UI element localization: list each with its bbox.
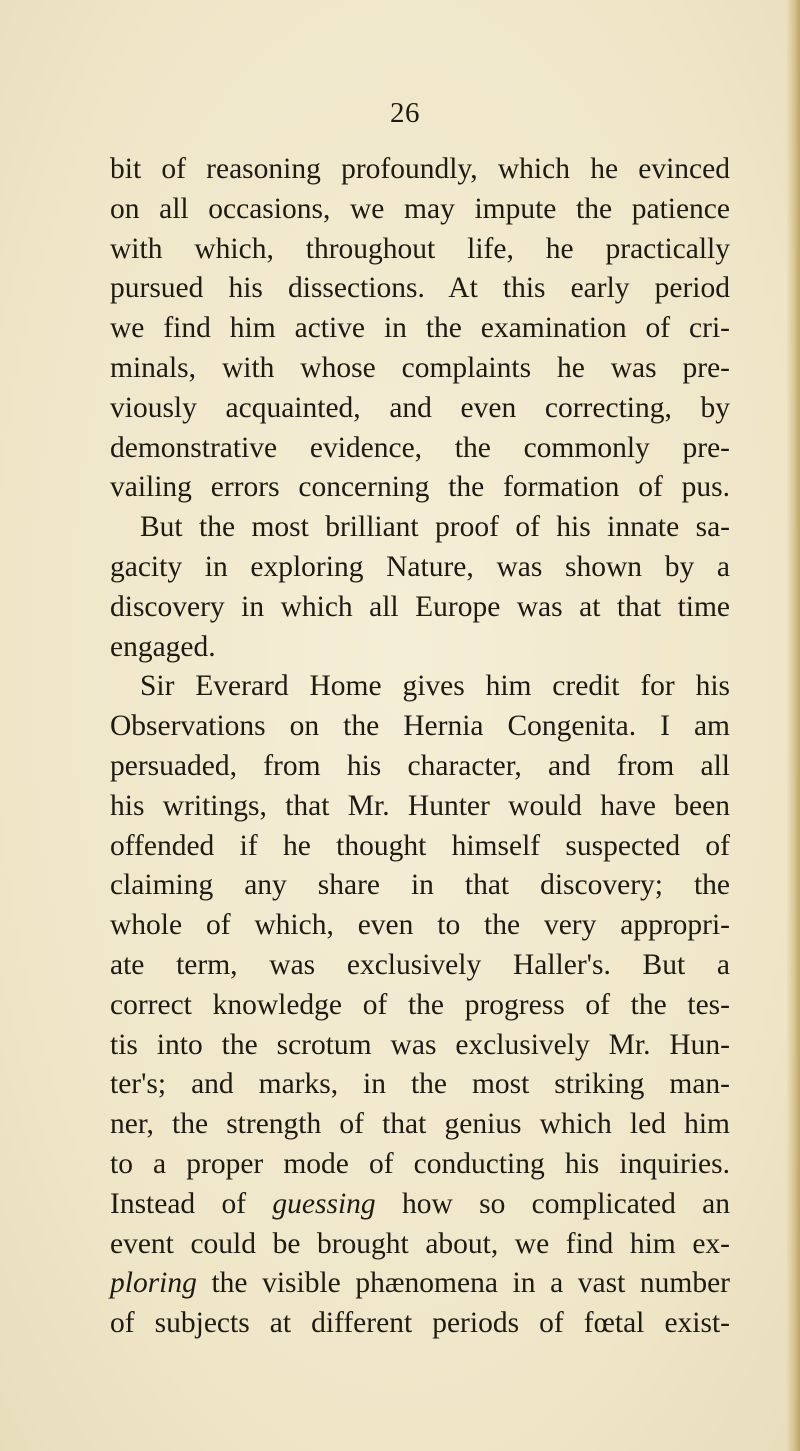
text-line: ter's; and marks, in the most striking man- bbox=[110, 1068, 730, 1101]
text-line: vailing errors concerning the formation of pus. bbox=[110, 471, 730, 504]
text-line: his writings, that Mr. Hunter would have been bbox=[110, 789, 730, 822]
text-line: of subjects at different periods of fœtal exist- bbox=[110, 1307, 730, 1340]
text-segment: Instead of bbox=[110, 1187, 273, 1220]
text-line: engaged. bbox=[110, 630, 216, 663]
page-number: 26 bbox=[390, 97, 420, 129]
text-line: offended if he thought himself suspected of bbox=[110, 829, 730, 862]
text-line: bit of reasoning profoundly, which he evinced bbox=[110, 153, 730, 185]
text-line: demonstrative evidence, the commonly pre- bbox=[110, 431, 730, 464]
text-line bbox=[110, 1264, 730, 1304]
text-line: we find him active in the examination of cri- bbox=[110, 312, 730, 345]
body-text bbox=[110, 150, 770, 1344]
text-line: on all occasions, we may impute the patience bbox=[110, 192, 730, 225]
text-line: Sir Everard Home gives him credit for his bbox=[140, 670, 730, 703]
text-line: persuaded, from his character, and from all bbox=[110, 749, 730, 782]
text-line: whole of which, even to the very appropri- bbox=[110, 909, 730, 942]
text-line: event could be brought about, we find him ex- bbox=[110, 1227, 730, 1260]
text-line: But the most brilliant proof of his innate sa- bbox=[140, 511, 730, 544]
italic-word: guessing bbox=[272, 1187, 376, 1220]
text-line bbox=[110, 1185, 730, 1225]
page-edge-shading bbox=[786, 0, 800, 1451]
text-line: viously acquainted, and even correcting, by bbox=[110, 391, 730, 424]
text-line: correct knowledge of the progress of the tes- bbox=[110, 988, 730, 1021]
text-line: minals, with whose complaints he was pre- bbox=[110, 351, 730, 384]
text-line: ate term, was exclusively Haller's. But a bbox=[110, 948, 730, 981]
text-line: tis into the scrotum was exclusively Mr. Hun- bbox=[110, 1028, 730, 1061]
text-segment: the visible phænomena in a vast number bbox=[196, 1267, 730, 1300]
italic-word: ploring bbox=[110, 1267, 197, 1300]
text-line: gacity in exploring Nature, was shown by a bbox=[110, 550, 730, 583]
text-line: Observations on the Hernia Congenita. I am bbox=[110, 710, 730, 743]
text-line: pursued his dissections. At this early period bbox=[110, 272, 730, 305]
text-line: to a proper mode of conducting his inquiries. bbox=[110, 1147, 730, 1180]
text-segment: how so complicated an bbox=[375, 1187, 730, 1220]
text-line: claiming any share in that discovery; the bbox=[110, 869, 730, 902]
text-line: with which, throughout life, he practically bbox=[110, 232, 730, 265]
text-line: ner, the strength of that genius which led him bbox=[110, 1108, 730, 1141]
text-line: discovery in which all Europe was at that time bbox=[110, 590, 730, 623]
